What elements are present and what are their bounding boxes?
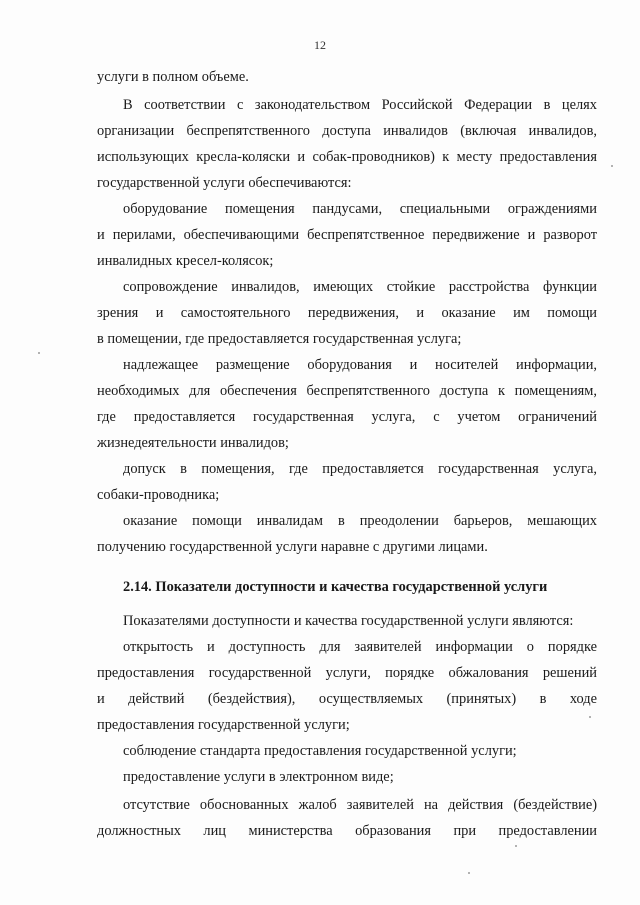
text-line: и перилами, обеспечивающими беспрепятственное передвижение и разворот bbox=[97, 227, 597, 243]
text-line: организации беспрепятственного доступа инвалидов (включая инвалидов, bbox=[97, 123, 597, 139]
section-heading: 2.14. Показатели доступности и качества государственной услуги bbox=[123, 579, 548, 595]
page-number: 12 bbox=[314, 38, 326, 52]
paragraph-first-line: В соответствии с законодательством Российской Федерации в целях bbox=[123, 97, 597, 113]
scan-speck bbox=[611, 165, 613, 167]
paragraph-first-line: предоставление услуги в электронном виде; bbox=[123, 769, 394, 785]
text-line: в помещении, где предоставляется государственная услуга; bbox=[97, 331, 462, 347]
paragraph-first-line: допуск в помещения, где предоставляется государственная услуга, bbox=[123, 461, 597, 477]
paragraph-first-line: открытость и доступность для заявителей информации о порядке bbox=[123, 639, 597, 655]
text-line: зрения и самостоятельного передвижения, и оказание им помощи bbox=[97, 305, 597, 321]
scan-speck bbox=[515, 845, 517, 847]
text-line: должностных лиц министерства образования при предоставлении bbox=[97, 823, 597, 839]
paragraph-first-line: сопровождение инвалидов, имеющих стойкие расстройства функции bbox=[123, 279, 597, 295]
text-line: государственной услуги обеспечиваются: bbox=[97, 175, 352, 191]
text-line: использующих кресла-коляски и собак-проводников) к месту предоставления bbox=[97, 149, 597, 165]
paragraph-first-line: соблюдение стандарта предоставления государственной услуги; bbox=[123, 743, 517, 759]
text-line: услуги в полном объеме. bbox=[97, 69, 249, 85]
text-line: и действий (бездействия), осуществляемых (принятых) в ходе bbox=[97, 691, 597, 707]
text-line: получению государственной услуги наравне с другими лицами. bbox=[97, 539, 488, 555]
text-line: предоставления государственной услуги, порядке обжалования решений bbox=[97, 665, 597, 681]
text-line: предоставления государственной услуги; bbox=[97, 717, 350, 733]
text-line: жизнедеятельности инвалидов; bbox=[97, 435, 289, 451]
text-line: где предоставляется государственная услуга, с учетом ограничений bbox=[97, 409, 597, 425]
paragraph-first-line: надлежащее размещение оборудования и носителей информации, bbox=[123, 357, 597, 373]
paragraph-first-line: отсутствие обоснованных жалоб заявителей на действия (бездействие) bbox=[123, 797, 597, 813]
paragraph-first-line: оказание помощи инвалидам в преодолении барьеров, мешающих bbox=[123, 513, 597, 529]
scan-speck bbox=[38, 352, 40, 354]
text-line: инвалидных кресел-колясок; bbox=[97, 253, 274, 269]
scan-speck bbox=[589, 716, 591, 718]
text-line: собаки-проводника; bbox=[97, 487, 220, 503]
text-line: необходимых для обеспечения беспрепятственного доступа к помещениям, bbox=[97, 383, 597, 399]
paragraph-first-line: Показателями доступности и качества государственной услуги являются: bbox=[123, 613, 574, 629]
scan-speck bbox=[468, 872, 470, 874]
paragraph-first-line: оборудование помещения пандусами, специальными ограждениями bbox=[123, 201, 597, 217]
